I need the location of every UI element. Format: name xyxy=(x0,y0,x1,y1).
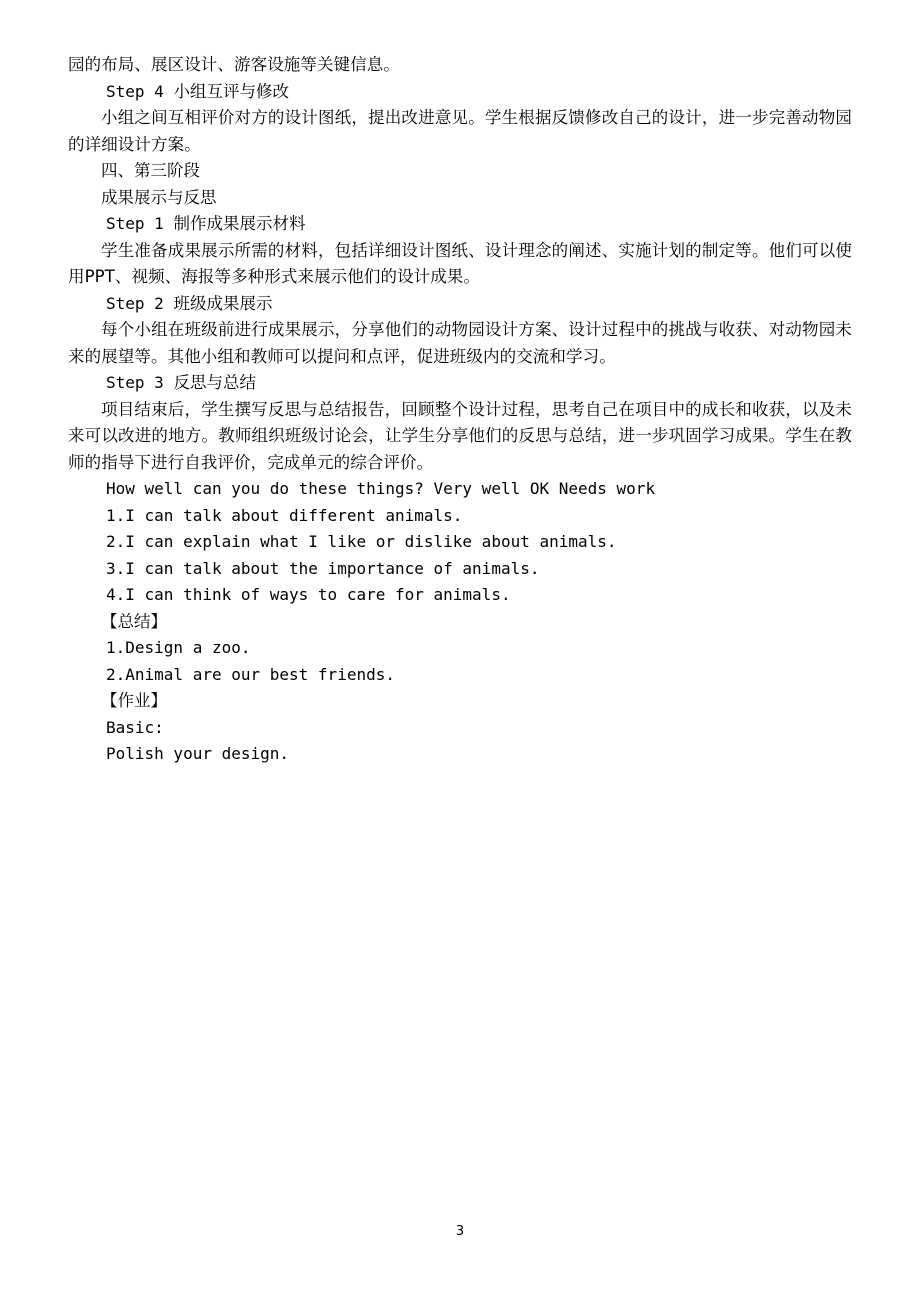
step-title: 反思与总结 xyxy=(173,373,256,392)
list-item: 2.I can explain what I like or dislike about animals. xyxy=(106,532,617,551)
step-title: 小组互评与修改 xyxy=(173,81,289,101)
step-label: Step 4 xyxy=(106,81,174,101)
list-item: 2.Animal are our best friends. xyxy=(106,664,395,684)
page-number: 3 xyxy=(455,1224,465,1239)
step-heading xyxy=(68,370,852,397)
section-heading: 四、第三阶段 xyxy=(101,161,200,180)
list-item: 3.I can talk about the importance of animals. xyxy=(106,558,540,578)
self-assessment-prompt: How well can you do these things? Very well OK Needs work xyxy=(106,479,656,498)
paragraph: 学生准备成果展示所需的材料，包括详细设计图纸、设计理念的阐述、实施计划的制定等。他们可以使用PPT、视频、海报等多种形式来展示他们的设计成果。 xyxy=(68,240,852,286)
document-body xyxy=(68,52,852,768)
paragraph: 每个小组在班级前进行成果展示，分享他们的动物园设计方案、设计过程中的挑战与收获、对动物园未来的展望等。其他小组和教师可以提问和点评，促进班级内的交流和学习。 xyxy=(68,320,852,366)
section-subheading: 成果展示与反思 xyxy=(101,187,217,207)
homework-task: Polish your design. xyxy=(106,744,290,763)
step-heading xyxy=(68,79,852,106)
homework-heading: 【作业】 xyxy=(101,691,167,710)
summary-heading: 【总结】 xyxy=(101,611,167,631)
paragraph: 项目结束后，学生撰写反思与总结报告，回顾整个设计过程，思考自己在项目中的成长和收获，以及未来可以改进的地方。教师组织班级讨论会，让学生分享他们的反思与总结，进一步巩固学习成果。学生在教师的指导下进行自我评价，完成单元的综合评价。 xyxy=(68,399,852,472)
step-heading xyxy=(68,291,852,318)
list-item: 1.Design a zoo. xyxy=(106,638,251,657)
step-label: Step 3 xyxy=(106,373,174,392)
step-title: 班级成果展示 xyxy=(173,293,273,313)
step-title: 制作成果展示材料 xyxy=(173,214,306,233)
paragraph: 园的布局、展区设计、游客设施等关键信息。 xyxy=(68,55,400,74)
homework-level: Basic: xyxy=(106,717,164,737)
paragraph: 小组之间互相评价对方的设计图纸，提出改进意见。学生根据反馈修改自己的设计，进一步完善动物园的详细设计方案。 xyxy=(68,108,852,154)
step-heading xyxy=(68,211,852,238)
list-item: 4.I can think of ways to care for animals. xyxy=(106,585,511,604)
list-item: 1.I can talk about different animals. xyxy=(106,505,463,525)
step-label: Step 2 xyxy=(106,293,174,313)
step-label: Step 1 xyxy=(106,214,174,233)
